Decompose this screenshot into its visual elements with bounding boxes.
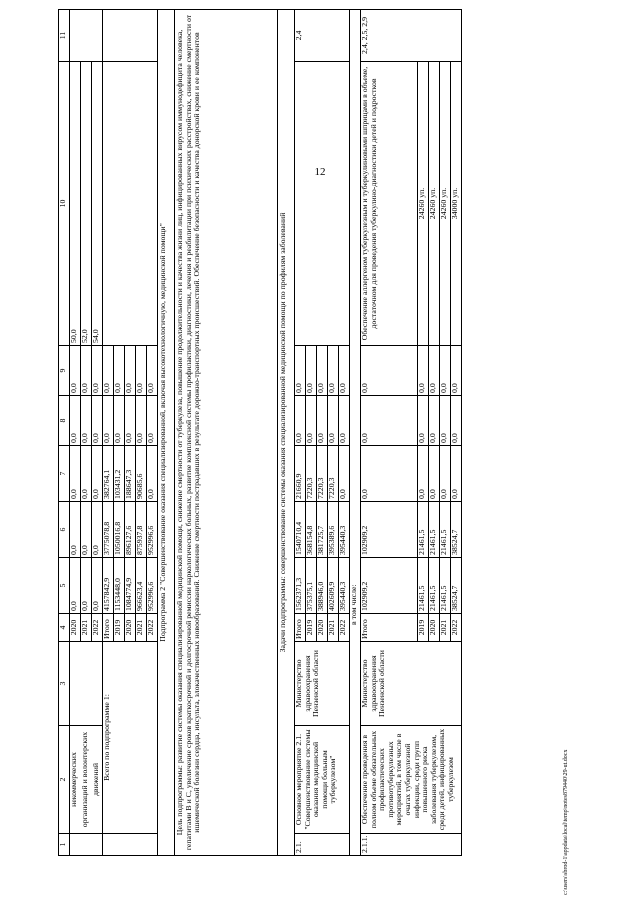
header-cell: 6 [59,502,70,558]
measure-row: 2020 21461,5 21461,5 0,0 0,0 0,0 24260 уп. [429,10,440,856]
total-label: Всего по подпрограмме 1: [103,642,114,834]
measure-row: 2022 395440,3 395440,3 0,0 0,0 0,0 [339,10,350,856]
header-cell: 10 [59,62,70,346]
measure-row: 2021 21461,5 21461,5 0,0 0,0 0,0 24260 уп. [440,10,451,856]
measure-executor: Министерство здравоохранения Пензенской области [295,642,350,726]
org-text: некоммерческих [70,726,81,834]
rotated-page [58,10,633,856]
org-text: движений [92,726,103,834]
page-number: 12 [314,166,326,178]
measure-row: 2.1. Основное мероприятие 2.1. "Совершенствование системы оказания медицинской помощи больным туберкулезом" Министерство здравоохранения Пензенской области Итого 1562371,3 1540710,4 21660,9 0,0 0,0 2,4 [295,10,306,856]
header-row [59,10,70,856]
subprogram-title: Подпрограмма 2 "Совершенствование оказания специализированной, включая высокотехнологичную, медицинской помощи" [158,10,175,856]
measure-executor: Министерство здравоохранения Пензенской области [361,642,462,726]
incl-label: в том числе: [350,10,361,856]
measure-row: 2.1.1. Обеспечение проведения в полном объеме обязательных профилактических противотуберкулезных мероприятий, в том числе в очагах туберкулезной инфекции, среди групп повышенного риска заболевания туберкулезом, среди детей, инфицированных туберкулезом Министерство здравоохранения Пензенской области Итого 102909,2 102909,2 0,0 0,0 0,0 Обеспечение аллергеном туберкулезным и туберкулиновыми шприцами в объеме, достаточном для проведения туберкулино-диагностики детей и подростков 2,4, 2,5, 2,9 [361,10,418,856]
org-text: организаций и волонтерских [81,726,92,834]
subprogram-title-row [158,10,175,856]
total-row: 2020 1084774,9 896127,6 188647,3 0,0 0,0 [125,10,136,856]
header-cell: 3 [59,642,70,726]
file-path-footer: c:\users\sbrod-1\appdata\local\temp\notes879440\29-ut.docx [563,749,569,895]
total-row: 2021 966623,4 875937,8 90685,6 0,0 0,0 [136,10,147,856]
subprogram-tasks: Задачи подпрограммы: совершенствование системы оказания специализированной медицинской помощи по профилям заболеваний [278,10,295,856]
total-row: 2019 1153448,0 1050016,8 103431,2 0,0 0,0 [114,10,125,856]
measure-number: 2.1.1. [361,834,462,856]
measure-name: Основное мероприятие 2.1. "Совершенствование системы оказания медицинской помощи больным туберкулезом" [295,726,350,834]
program-table [58,9,462,856]
measure-number: 2.1. [295,834,350,856]
header-cell: 9 [59,346,70,396]
header-cell: 11 [59,10,70,62]
header-cell: 1 [59,834,70,856]
table-row: некоммерческих 2020 0,0 0,0 0,0 0,0 0,0 50,0 [70,10,81,856]
indicator-text: Обеспечение аллергеном туберкулезным и туберкулиновыми шприцами в объеме, достаточном для проведения туберкулино-диагностики детей и подростков [361,62,418,346]
indicator-numbers: 2,4 [295,10,350,62]
measure-name: Обеспечение проведения в полном объеме обязательных профилактических противотуберкулезных мероприятий, в том числе в очагах туберкулезной инфекции, среди групп повышенного риска заболевания туберкулезом, среди детей, инфицированных туберкулезом [361,726,462,834]
measure-row: 2021 402609,9 395389,6 7220,3 0,0 0,0 [328,10,339,856]
task-row [278,10,295,856]
table-row: организаций и волонтерских 2021 0,0 0,0 0,0 0,0 0,0 52,0 [81,10,92,856]
total-row: Всего по подпрограмме 1: Итого 4157842,9 3775078,8 382764,1 0,0 0,0 [103,10,114,856]
measure-row: 2019 21461,5 21461,5 0,0 0,0 0,0 24260 уп. [418,10,429,856]
header-cell: 2 [59,726,70,834]
header-cell: 7 [59,446,70,502]
total-row: 2022 952996,6 952996,6 0,0 0,0 0,0 [147,10,158,856]
measure-row: 2020 388946,0 381725,7 7220,3 0,0 0,0 [317,10,328,856]
header-cell: 5 [59,558,70,614]
measure-row: 2022 38524,7 38524,7 0,0 0,0 0,0 34000 уп. [451,10,462,856]
subprogram-goal: Цель подпрограммы: развитие системы оказания специализированной медицинской помощи, снижение смертности от туберкулеза, повышение продолжительности и качества жизни лиц, инфицированных вирусом иммунодефицита человека, гепатитами B и C, увеличение сроков краткосрочной и долгосрочной ремиссии наркологических больных, развитие комплексной системы профилактики, диагностики, лечения и реабилитации при психических расстройствах, снижение смертности от ишемической болезни сердца, инсульта, злокачественных новообразований. Снижение смертности пострадавших в результате дорожно-транспортных происшествий. Обеспечение безопасности и качества донорской крови и ее компонентов [175,10,278,856]
incl-row [350,10,361,856]
goal-row [175,10,278,856]
header-cell: 8 [59,396,70,446]
header-cell: 4 [59,614,70,642]
indicator-numbers: 2,4, 2,5, 2,9 [361,10,462,62]
measure-row: 2019 375375,1 368154,8 7220,3 0,0 0,0 [306,10,317,856]
table-row: движений 2022 0,0 0,0 0,0 0,0 0,0 54,0 [92,10,103,856]
